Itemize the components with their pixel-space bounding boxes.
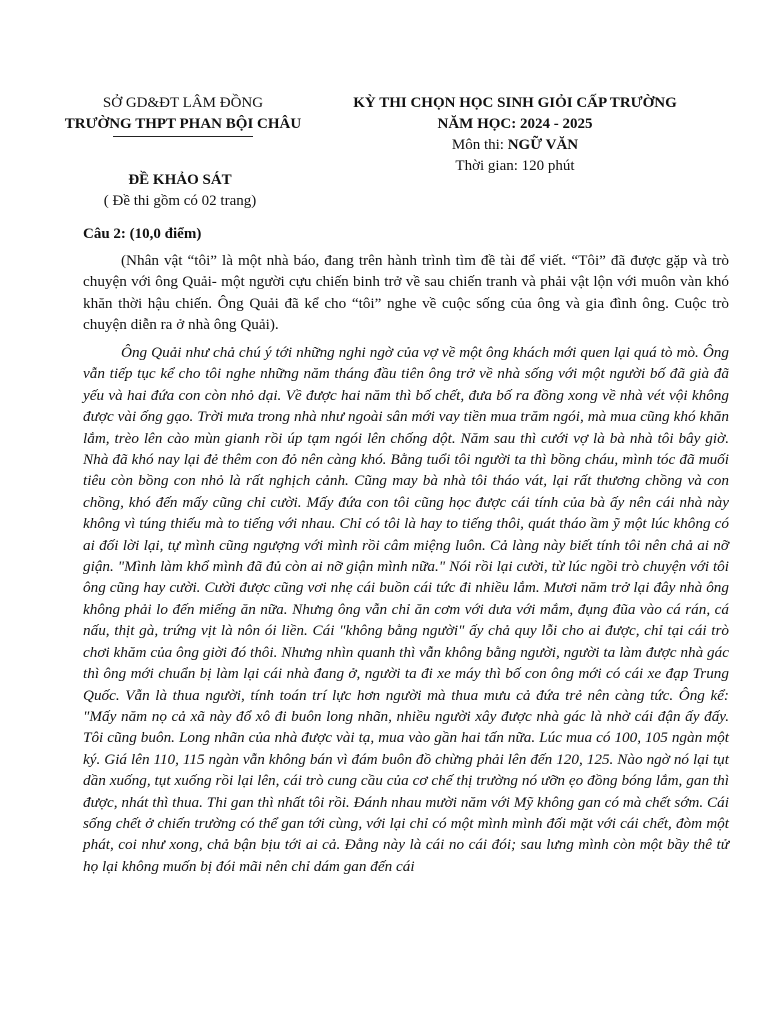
header-underline: [113, 136, 253, 137]
header-left: [38, 93, 328, 137]
subject-line: [330, 135, 700, 156]
exam-duration: Thời gian: 120 phút: [455, 158, 575, 174]
question-label: Câu 2: (10,0 điểm): [83, 226, 202, 242]
school-name: TRƯỜNG THPT PHAN BỘI CHÂU: [64, 116, 302, 132]
reading-passage: Ông Quải như chả chú ý tới những nghi ngờ của vợ về một ông khách mới quen lại quá tò mò. Ông vẫn tiếp tục kể cho tôi nghe những năm tháng đầu tiên ông trở về nhà sống với một người bố đã già đã yếu và hai đứa con còn nhỏ dại. Về được hai năm thì bố chết, đưa bố ra đồng xong về nhà vét vội không được vài ống gạo. Trời mưa trong nhà như ngoài sân mới vay tiền mua trăm ngói, mà mua cũng khó khăn lắm, trèo lên cào mùn gianh rồi úp tạm ngói lên chống dột. Năm sau thì cưới vợ là bà nhà tôi bây giờ. Nhà đã khó nay lại đẻ thêm con đỏ nên càng khó. Bằng tuổi tôi người ta thì bồng cháu, mình tóc đã muối tiêu còn bồng con nhỏ là rất nghịch cảnh. Cũng may bà nhà tôi tháo vát, lại rất thương chồng và con chồng, khó đến mấy cũng chỉ cười. Mấy đứa con tôi cũng học được cái tính của bà ấy nên cái nhà này không vì túng thiếu mà to tiếng với nhau. Chỉ có tôi là hay to tiếng thôi, quát tháo ầm ỹ một lúc không có ai đối lời lại, tự mình cũng ngượng với mình rồi câm miệng luôn. Cả làng này biết tính tôi nên chả ai nỡ giận. "Mình làm khổ mình đã đủ còn ai nỡ giận mình nữa." Nói rồi lại cười, từ lúc ngồi trò chuyện với tôi ông cũng hay cười. Cười được cũng vơi nhẹ cái buồn cái tức đi nhiều lắm. Mươi năm trở lại đây nhà ông không phải lo đến miếng ăn nữa. Nhưng ông vẫn chỉ ăn cơm với dưa với mắm, đụng đũa vào cá rán, cá nấu, thịt gà, trứng vịt là nôn ói liền. Cái "không bằng người" ấy chả quy lỗi cho ai được, chỉ tại cái trò chơi khăm của ông giời đó thôi. Nhưng nhìn quanh thì vẫn không bằng người, người ta làm được nhà gác thì ông mới chuẩn bị làm lại cái nhà đang ở, người ta đi xe máy thì bố con ông mới có cái xe đạp Trung Quốc. Vẫn là thua người, tính toán trí lực hơn người mà thua mưu cả đứa trẻ nên càng tức. Ông kể: "Mấy năm nọ cả xã này đổ xô đi buôn long nhãn, nhiều người xây được nhà gác là nhờ cái đận ấy đấy. Tôi cũng buôn. Long nhãn của nhà được vài tạ, mua vào gần hai tấn nữa. Lúc mua có 100, 105 ngàn một ký. Giá lên 110, 115 ngàn vẫn không bán vì đám buôn đồ chừng phải lên đến 120, 125. Nào ngờ nó lại tụt dần xuống, tụt xuống rồi lại lên, cái trò cung cầu của cơ chế thị trường nó ưỡn ẹo đồng bóng lắm, gan thì được, nhát thì thua. Thi gan thì nhất tôi rồi. Đánh nhau mười năm với Mỹ không gan có mà chết sớm. Cái sống chết ở chiến trường có thể gan tới cùng, với lại chỉ có một mình mình đối mặt với cái chết, đòm một phát, coi như xong, chả bận bịu tới ai cả. Đằng này là cái no cái đói; sau lưng mình còn một bầy thê tử họ lại không muốn bị đói mãi nên chỉ dám gan đến cái: [83, 344, 729, 875]
school-year: NĂM HỌC: 2024 - 2025: [437, 116, 593, 132]
page-count-note: ( Đề thi gồm có 02 trang): [103, 193, 257, 209]
subject-label: Môn thi:: [451, 137, 508, 153]
exam-title-block: [80, 170, 280, 212]
exam-title: ĐỀ KHẢO SÁT: [128, 172, 232, 188]
question-intro: (Nhân vật “tôi” là một nhà báo, đang trên hành trình tìm đề tài để viết. “Tôi” đã được gặp và trò chuyện với ông Quải- một người cựu chiến binh trở về sau chiến tranh và phải vật lộn với muôn vàn khó khăn thời hậu chiến. Ông Quải đã kể cho “tôi” nghe về cuộc sống của ông và gia đình ông. Cuộc trò chuyện diễn ra ở nhà ông Quải).: [83, 252, 729, 334]
contest-title: KỲ THI CHỌN HỌC SINH GIỎI CẤP TRƯỜNG: [353, 95, 677, 111]
subject-name: NGỮ VĂN: [507, 137, 579, 153]
department-name: SỞ GD&ĐT LÂM ĐỒNG: [102, 95, 264, 111]
header-right: [330, 93, 700, 177]
